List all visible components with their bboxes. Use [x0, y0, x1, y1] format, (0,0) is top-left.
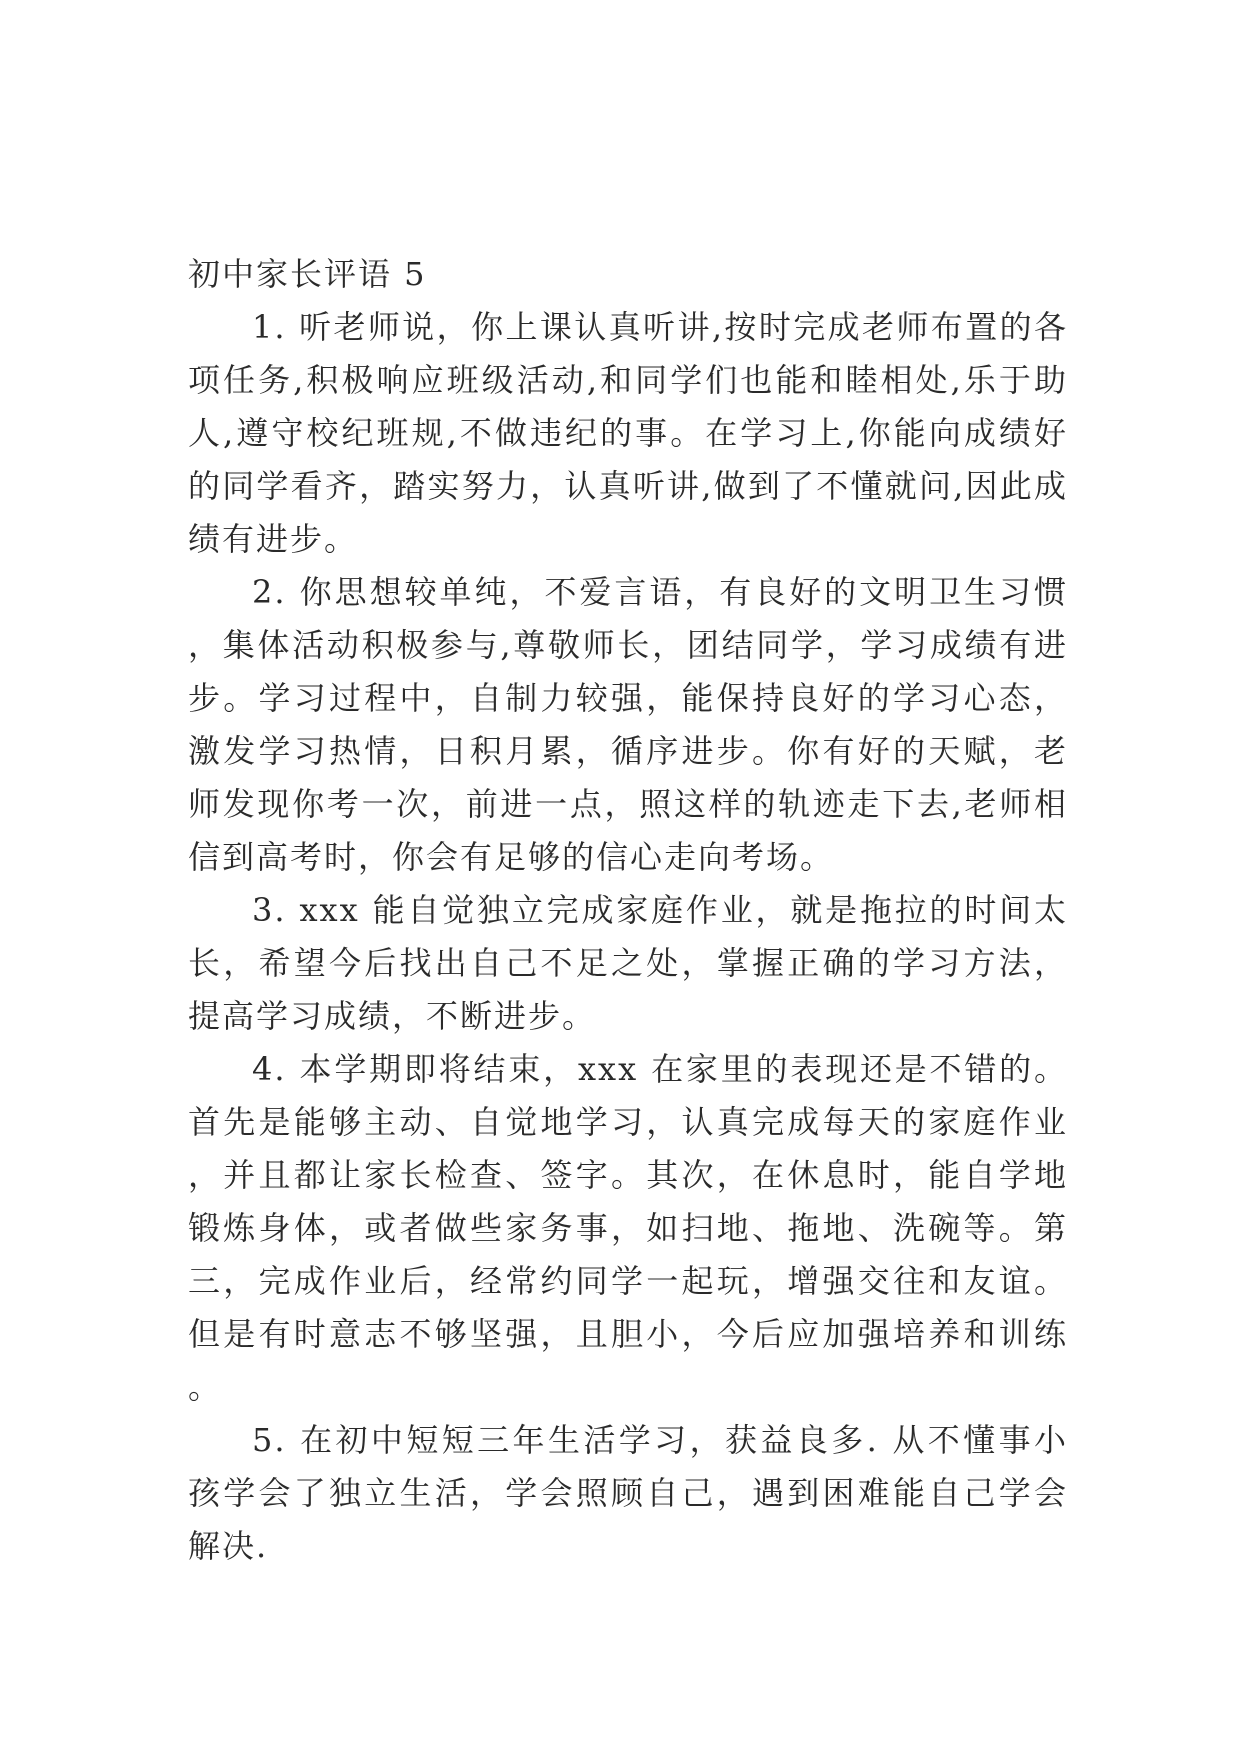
paragraph-2: 2. 你思想较单纯，不爱言语，有良好的文明卫生习惯，集体活动积极参与,尊敬师长，团结同学，学习成绩有进步。学习过程中，自制力较强，能保持良好的学习心态，激发学习热情，日积月累，循序进步。你有好的天赋，老师发现你考一次，前进一点，照这样的轨迹走下去,老师相信到高考时，你会有足够的信心走向考场。	[188, 573, 1068, 876]
paragraph-3: 3. xxx 能自觉独立完成家庭作业，就是拖拉的时间太长，希望今后找出自己不足之处，掌握正确的学习方法，提高学习成绩，不断进步。	[188, 891, 1068, 1035]
document-body	[188, 248, 1068, 1573]
paragraph-1: 1. 听老师说，你上课认真听讲,按时完成老师布置的各项任务,积极响应班级活动,和同学们也能和睦相处,乐于助人,遵守校纪班规,不做违纪的事。在学习上,你能向成绩好的同学看齐，踏实努力，认真听讲,做到了不懂就问,因此成绩有进步。	[188, 308, 1068, 558]
paragraph-5: 5. 在初中短短三年生活学习，获益良多. 从不懂事小孩学会了独立生活，学会照顾自己，遇到困难能自己学会解决.	[188, 1421, 1068, 1565]
document-title: 初中家长评语 5	[188, 255, 427, 293]
paragraph-4: 4. 本学期即将结束，xxx 在家里的表现还是不错的。首先是能够主动、自觉地学习，认真完成每天的家庭作业，并且都让家长检查、签字。其次，在休息时，能自学地锻炼身体，或者做些家务事，如扫地、拖地、洗碗等。第三，完成作业后，经常约同学一起玩，增强交往和友谊。但是有时意志不够坚强，且胆小，今后应加强培养和训练。	[188, 1050, 1068, 1406]
